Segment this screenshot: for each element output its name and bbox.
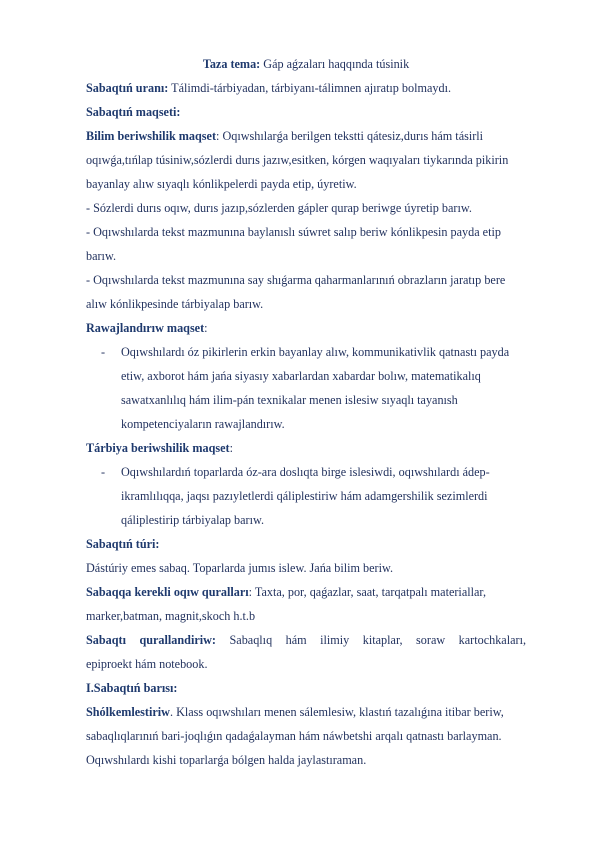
process-heading: I.Sabaqtıń barısı: bbox=[86, 681, 178, 695]
materials-label: Sabaqqa kerekli oqıw quralları bbox=[86, 585, 249, 599]
list-item bbox=[86, 460, 526, 532]
equipment-value-1: Sabaqlıq hám ilimiy kitaplar, soraw kartochkaları, bbox=[229, 633, 527, 647]
dev-goal-colon: : bbox=[204, 321, 208, 335]
edu-goal-text: : Oqıwshılarǵa berilgen tekstti qátesiz,durıs hám tásirli oqıwǵa,tıńlap túsiniw,sózlerdi durıs jazıw,esitken, kórgen waqıyaları tiykarında pikirin bayanlay alıw sıyaqlı kónlikpelerdi payda etip, úyretiw. bbox=[86, 129, 509, 191]
dev-goal-label: Rawajlandırıw maqset bbox=[86, 321, 205, 335]
edu-goal-label: Bilim beriwshilik maqset bbox=[86, 129, 217, 143]
upbringing-goal-list bbox=[86, 460, 526, 532]
list-item bbox=[86, 340, 526, 436]
dev-goal-item: Oqıwshılardı óz pikirlerin erkin bayanlay alıw, kommunikativlik qatnastı payda etiw, axborot hám jańa siyasıy xabarlardan xabardar bolıw, matematikalıq sawatxanlılıq hám ilim-pán texnikalar menen islesiw sıyaqlı tayanısh kompetenciyaların rawajlandırıw. bbox=[121, 345, 510, 431]
motto-value: Tálimdi-tárbiyadan, tárbiyanı-tálimnen ajıratıp bolmaydı. bbox=[171, 81, 452, 95]
topic-line bbox=[86, 52, 526, 76]
organization-paragraph bbox=[86, 700, 526, 772]
dev-goal-list bbox=[86, 340, 526, 436]
equipment-label: Sabaqtı qurallandiriw: bbox=[86, 633, 216, 647]
lesson-motto bbox=[86, 76, 526, 100]
lesson-plan-text bbox=[86, 52, 526, 772]
edu-item-2: - Oqıwshılarda tekst mazmunına baylanıslı súwret salıp beriw kónlikpesin payda etip barıw. bbox=[86, 225, 501, 263]
organization-label: Shólkemlestiriw bbox=[86, 705, 170, 719]
motto-label: Sabaqtıń uranı: bbox=[86, 81, 169, 95]
materials-value: : Taxta, por, qaǵazlar, saat, tarqatpalı materiallar, marker,batman, magnit,skoch h.t.b bbox=[86, 585, 487, 623]
upbringing-goal-colon: : bbox=[229, 441, 233, 455]
equipment-value-2: epiproekt hám notebook. bbox=[86, 657, 208, 671]
list-dash: - bbox=[101, 345, 106, 359]
topic-label: Taza tema: bbox=[202, 57, 261, 71]
edu-item-3: - Oqıwshılarda tekst mazmunına say shıǵarma qaharmanlarınıń obrazların jaratıp bere alıw kónlikpesinde tárbiyalap barıw. bbox=[86, 273, 506, 311]
dev-goal-heading bbox=[86, 316, 526, 340]
topic-value: Gáp aǵzaları haqqında túsinik bbox=[263, 57, 410, 71]
edu-goal-paragraph bbox=[86, 124, 526, 196]
lesson-type-label: Sabaqtıń túri: bbox=[86, 537, 160, 551]
edu-item-1: - Sózlerdi durıs oqıw, durıs jazıp,sózlerden gápler qurap beriwge úyretip barıw. bbox=[86, 201, 472, 215]
equipment-line bbox=[86, 628, 526, 652]
list-dash: - bbox=[101, 465, 106, 479]
goals-heading: Sabaqtıń maqseti: bbox=[86, 105, 181, 119]
upbringing-goal-heading bbox=[86, 436, 526, 460]
materials-paragraph bbox=[86, 580, 526, 628]
upbringing-goal-item: Oqıwshılardıń toparlarda óz-ara doslıqta birge islesiwdi, oqıwshılardı ádep-ikramlılıqqa, jaqsı pazıyletlerdi qáliplestiriw hám adamgershilik sezimlerdi qáliplestirip tárbiyalap barıw. bbox=[121, 465, 490, 527]
upbringing-goal-label: Tárbiya beriwshilik maqset bbox=[86, 441, 230, 455]
organization-value: . Klass oqıwshıları menen sálemlesiw, klastıń tazalıǵına itibar beriw, sabaqlıqlarınıń bari-joqlıǵın qadaǵalayman hám náwbetshi arqalı qatnastı barlayman. Oqıwshılardı kishi toparlarǵa bólgen halda jaylastıraman. bbox=[86, 705, 504, 767]
lesson-type-value: Dástúriy emes sabaq. Toparlarda jumıs islew. Jańa bilim beriw. bbox=[86, 561, 394, 575]
